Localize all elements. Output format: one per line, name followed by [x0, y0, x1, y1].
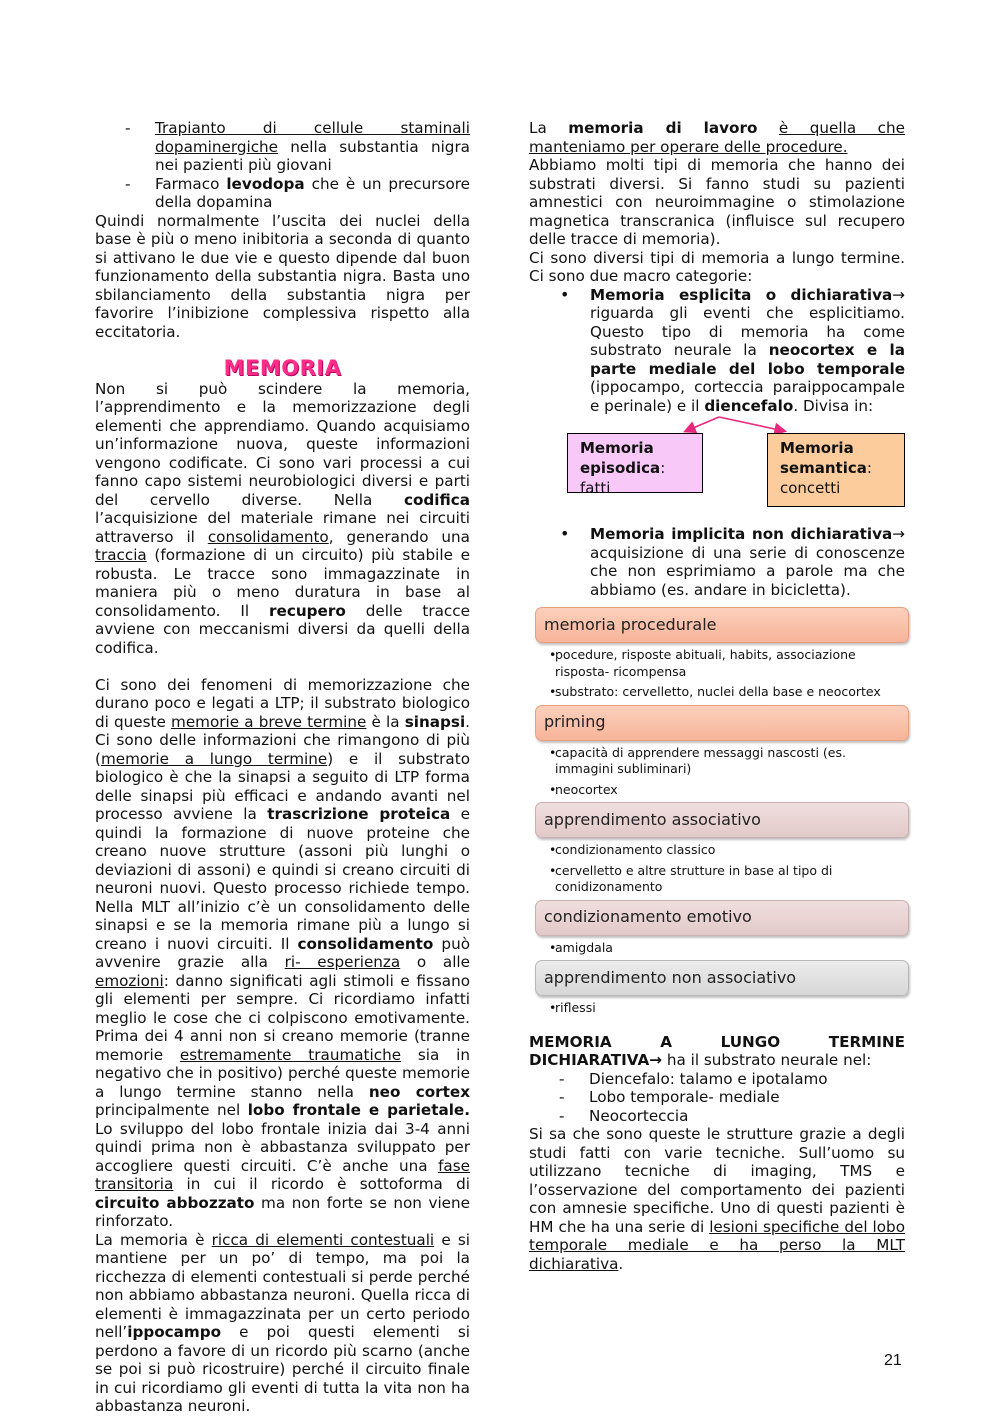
paragraph: Ci sono diversi tipi di memoria a lungo termine. Ci sono due macro categorie: [529, 248, 905, 285]
list-item: • capacità di apprendere messaggi nascosti (es. immagini subliminari) [555, 745, 905, 778]
paragraph: Si sa che sono queste le strutture grazie a degli studi fatti con varie tecniche. Sull’uomo su utilizzano tecniche di imaging, TMS e l’osservazione del comportamento dei pazienti con amnesie specifiche. Uno di questi pazienti è HM che ha una serie di lesioni specifiche del lobo temporale mediale e ha perso la MLT dichiarativa. [529, 1125, 905, 1273]
arrow-right [719, 417, 784, 431]
list-item: - Farmaco levodopa che è un precursore della dopamina [155, 175, 470, 212]
implicit-memory-list [529, 607, 905, 1017]
memory-tree-diagram [529, 415, 905, 525]
episodic-memory-box: Memoria episodica: fatti [567, 433, 703, 493]
dash-list [95, 119, 470, 212]
category-items [529, 842, 905, 896]
bullet-list [529, 525, 905, 599]
category-bar: apprendimento non associativo [535, 960, 909, 996]
left-column [95, 119, 470, 1416]
list-item: • amigdala [555, 940, 905, 957]
category-bar: apprendimento associativo [535, 802, 909, 838]
category-bar: condizionamento emotivo [535, 900, 909, 936]
paragraph: Non si può scindere la memoria, l’apprendimento e la memorizzazione degli elementi che apprendiamo. Quando acquisiamo un’informazione nuova, queste informazioni vengono codificate. Ci sono vari processi a cui fanno capo sistemi neurobiologici diversi e parti del cervello diverse. Nella codifica l’acquisizione del materiale rimane nei circuiti attraverso il consolidamento, generando una traccia (formazione di un circuito) più stabile e robusta. Le tracce sono immagazzinate in maniera più o meno duratura in base al consolidamento. Il recupero delle tracce avviene con meccanismi diversi da quelli della codifica. [95, 379, 470, 657]
paragraph: MEMORIA A LUNGO TERMINE DICHIARATIVA→ ha il substrato neurale nel: [529, 1032, 905, 1069]
list-item: • pocedure, risposte abituali, habits, associazione risposta- ricompensa [555, 647, 905, 680]
list-item: • neocortex [555, 782, 905, 799]
list-item: • cervelletto e altre strutture in base al tipo di conidizonamento [555, 863, 905, 896]
category-bar: memoria procedurale [535, 607, 909, 643]
list-item: - Neocorteccia [589, 1107, 905, 1126]
page-number: 21 [884, 1352, 902, 1369]
list-item: • substrato: cervelletto, nuclei della base e neocortex [555, 684, 905, 701]
list-item: - Lobo temporale- mediale [589, 1088, 905, 1107]
list-item: • Memoria implicita non dichiarativa→ acquisizione di una serie di conoscenze che non esprimiamo a parole ma che abbiamo (es. andare in bicicletta). [590, 525, 905, 599]
list-item: • Memoria esplicita o dichiarativa→ riguarda gli eventi che esplicitiamo. Questo tipo di memoria ha come substrato neurale la neocortex e la parte mediale del lobo temporale (ippocampo, corteccia paraippocampale e perinale) e il diencefalo. Divisa in: [590, 286, 905, 416]
paragraph: Ci sono dei fenomeni di memorizzazione che durano poco e legati a LTP; il substrato biologico di queste memorie a breve termine è la sinapsi. Ci sono delle informazioni che rimangono di più (memorie a lungo termine) e il substrato biologico è che la sinapsi a seguito di LTP forma delle sinapsi più efficaci e andando avanti nel processo avviene la trascrizione proteica e quindi la formazione di nuove proteine che creano nuove strutture (assoni più lunghi o deviazioni di assoni) e quindi si creano circuiti di neuroni nuovi. Questo processo richiede tempo. Nella MLT all’inizio c’è un consolidamento delle sinapsi e se la memoria rimane più a lungo si creano i nuovi circuiti. Il consolidamento può avvenire grazie alla ri- esperienza o alle emozioni: danno significati agli stimoli e fissano gli elementi per sempre. Ci ricordiamo infatti meglio le cose che ci colpiscono emotivamente. Prima dei 4 anni non si creano memorie (tranne memorie estremamente traumatiche sia in negativo che in positivo) perché queste memorie a lungo termine stanno nella neo cortex principalmente nel lobo frontale e parietale. Lo sviluppo del lobo frontale inizia dai 3-4 anni quindi prima non è abbastanza sviluppato per accogliere questi circuiti. C’è anche una fase transitoria in cui il ricordo è sottoforma di circuito abbozzato ma non forte se non viene rinforzato. [95, 675, 471, 1230]
category-items [529, 745, 905, 799]
list-item: • condizionamento classico [555, 842, 905, 859]
paragraph: Abbiamo molti tipi di memoria che hanno dei substrati diversi. Si fanno studi su pazienti amnestici con neuroimmagine o stimolazione magnetica transcranica (influisce sul recupero delle tracce di memoria). [529, 156, 905, 248]
list-item: - Trapianto di cellule staminali dopaminergiche nella substantia nigra nei pazienti più giovani [155, 119, 470, 175]
paragraph: Quindi normalmente l’uscita dei nuclei della base è più o meno inibitoria a seconda di quanto si attivano le due vie e questo dipende dal buon funzionamento della substantia nigra. Basta uno sbilanciamento della substantia nigra per favorire l’inibizione complessiva rispetto alla eccitatoria. [95, 211, 470, 341]
list-item: - Diencefalo: talamo e ipotalamo [589, 1070, 905, 1089]
list-item: • riflessi [555, 1000, 905, 1017]
paragraph: La memoria di lavoro è quella che manteniamo per operare delle procedure. [529, 119, 905, 156]
category-items [529, 940, 905, 957]
category-items [529, 647, 905, 701]
paragraph: La memoria è ricca di elementi contestuali e si mantiene per un po’ di tempo, ma poi la ricchezza di elementi contestuali si perde perché non abbiamo abbastanza neuroni. Quella ricca di elementi è immagazzinata per un certo periodo nell’ippocampo e poi questi elementi si perdono a favore di un ricordo più scarno (anche se poi si può ricostruire) perché il circuito finale in cui ricordiamo gli eventi di tutta la vita non ha abbastanza neuroni. [95, 1230, 470, 1415]
semantic-memory-box: Memoria semantica: concetti [767, 433, 905, 507]
section-title: MEMORIA [223, 356, 342, 380]
arrow-left [686, 417, 719, 431]
bullet-list [529, 286, 905, 416]
category-items [529, 1000, 905, 1017]
category-bar: priming [535, 705, 909, 741]
dash-list [529, 1070, 905, 1126]
right-column [529, 119, 905, 1273]
